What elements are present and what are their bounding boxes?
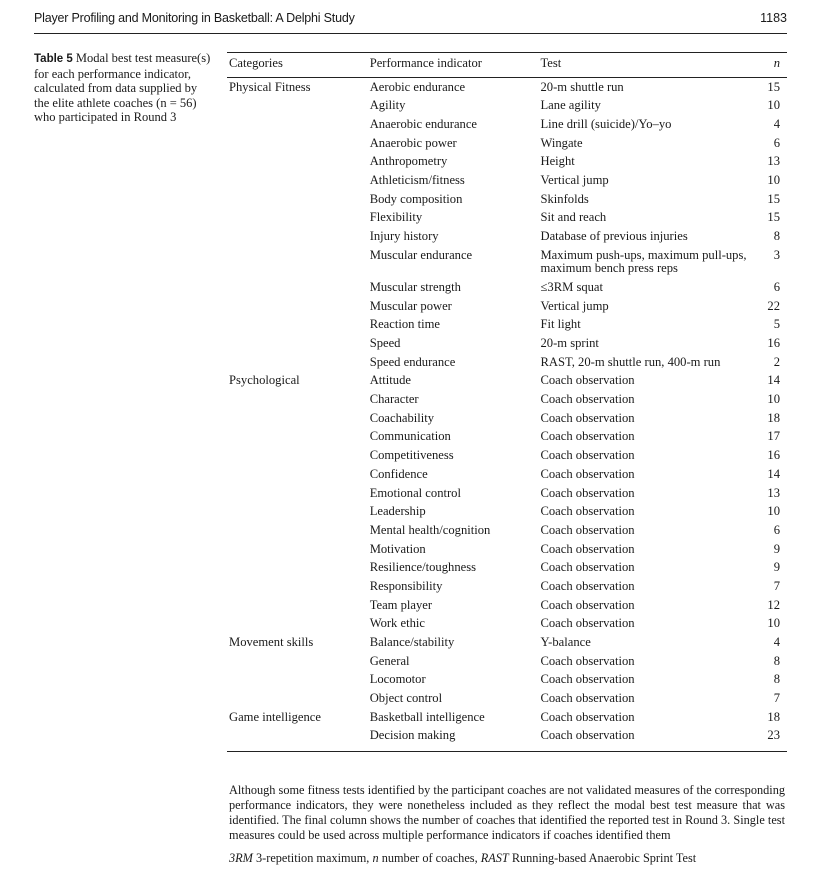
performance-indicator-cell: Anaerobic endurance	[369, 116, 478, 131]
category-cell	[227, 465, 368, 484]
n-cell: 6	[773, 135, 780, 150]
footnote-text: Although some fitness tests identified by the participant coaches are not validated measures of the corresponding performance indicators, they were nonetheless included as they reflect the modal best test measure that was identified. The final column shows the number of coaches that identified the reported test in Round 3. Single test measures could be used across multiple performance indicators if coaches identified them	[229, 783, 785, 842]
test-cell: Vertical jump	[540, 173, 609, 188]
table-row	[227, 708, 787, 727]
category-cell	[227, 727, 368, 752]
abbreviation-definition: number of coaches	[381, 850, 475, 865]
n-cell: 18	[767, 709, 780, 724]
test-cell: Coach observation	[540, 522, 635, 537]
performance-indicator-cell: Aerobic endurance	[369, 79, 466, 94]
table-row	[227, 596, 787, 615]
category-cell	[227, 521, 368, 540]
table-row	[227, 278, 787, 297]
category-cell	[227, 316, 368, 335]
test-cell: Coach observation	[540, 504, 635, 519]
category-cell	[227, 228, 368, 247]
n-cell: 10	[767, 98, 780, 113]
performance-indicator-cell: Body composition	[369, 191, 463, 206]
n-cell: 10	[767, 504, 780, 519]
test-cell: Coach observation	[540, 541, 635, 556]
performance-indicator-cell: General	[369, 653, 410, 668]
n-cell: 10	[767, 392, 780, 407]
abbreviation-definition: Running-based Anaerobic Sprint Test	[511, 850, 697, 865]
n-cell: 15	[767, 191, 780, 206]
n-cell: 22	[767, 298, 780, 313]
table-row	[227, 690, 787, 709]
test-cell: Coach observation	[540, 597, 635, 612]
performance-indicator-cell: Muscular strength	[369, 279, 461, 294]
performance-indicator-cell: Agility	[369, 98, 406, 113]
table-row	[227, 484, 787, 503]
n-cell: 14	[767, 466, 780, 481]
table-row	[227, 559, 787, 578]
table-caption-label: Table 5	[34, 53, 73, 65]
n-cell: 15	[767, 210, 780, 225]
performance-indicator-cell: Character	[369, 392, 419, 407]
performance-indicator-cell: Speed endurance	[369, 354, 456, 369]
table-footnotes	[229, 783, 785, 866]
category-cell	[227, 559, 368, 578]
running-head-title: Player Profiling and Monitoring in Basketball: A Delphi Study	[34, 11, 355, 25]
n-cell: 5	[773, 317, 780, 332]
test-cell: Coach observation	[540, 373, 635, 388]
category-cell	[227, 391, 368, 410]
table-row	[227, 228, 787, 247]
performance-indicator-cell: Competitiveness	[369, 448, 454, 463]
test-cell: Coach observation	[538, 727, 765, 752]
performance-indicator-cell: Flexibility	[369, 210, 423, 225]
n-cell: 7	[773, 578, 780, 593]
category-cell	[227, 97, 368, 116]
performance-indicator-cell: Resilience/toughness	[369, 560, 477, 575]
abbreviation-term: n	[372, 850, 379, 865]
n-cell: 16	[767, 336, 780, 351]
category-cell	[227, 297, 368, 316]
performance-indicator-cell: Object control	[369, 691, 443, 706]
table-row	[227, 503, 787, 522]
test-cell: Coach observation	[540, 691, 635, 706]
category-cell	[227, 447, 368, 466]
table-row	[227, 171, 787, 190]
performance-indicator-cell: Confidence	[369, 466, 428, 481]
table-row	[227, 391, 787, 410]
test-cell: RAST, 20-m shuttle run, 400-m run	[540, 354, 721, 369]
performance-indicator-cell: Injury history	[369, 229, 439, 244]
performance-indicator-cell: Motivation	[369, 541, 426, 556]
table-row	[227, 209, 787, 228]
category-cell	[227, 334, 368, 353]
n-cell: 4	[773, 635, 780, 650]
performance-indicator-cell: Basketball intelligence	[369, 709, 485, 724]
test-cell: Fit light	[540, 317, 581, 332]
test-cell: 20-m sprint	[540, 336, 599, 351]
abbreviation-definition: 3-repetition maximum	[255, 850, 367, 865]
test-cell: Coach observation	[540, 410, 635, 425]
header-rule	[34, 33, 787, 34]
performance-indicator-cell: Muscular endurance	[369, 247, 473, 262]
category-cell	[227, 278, 368, 297]
category-cell: Physical Fitness	[229, 79, 311, 94]
column-header-performance-indicator: Performance indicator	[368, 53, 539, 78]
test-cell: Coach observation	[540, 429, 635, 444]
category-cell	[227, 503, 368, 522]
table-row	[227, 190, 787, 209]
table-row	[227, 353, 787, 372]
category-cell	[227, 652, 368, 671]
table-row	[227, 97, 787, 116]
table-row	[227, 316, 787, 335]
test-cell: Skinfolds	[540, 191, 589, 206]
category-cell	[227, 409, 368, 428]
test-cell: Maximum push-ups, maximum pull-ups, maximum bench press reps	[540, 247, 747, 276]
test-cell: Sit and reach	[540, 210, 607, 225]
category-cell	[227, 428, 368, 447]
performance-indicator-cell: Anaerobic power	[369, 135, 457, 150]
category-cell	[227, 615, 368, 634]
table-row	[227, 409, 787, 428]
n-cell: 17	[767, 429, 780, 444]
n-cell: 6	[773, 522, 780, 537]
performance-indicator-cell: Speed	[369, 336, 401, 351]
table-row	[227, 428, 787, 447]
table-row	[227, 246, 787, 278]
n-cell: 4	[773, 116, 780, 131]
column-header-test: Test	[538, 53, 765, 78]
test-cell: Vertical jump	[540, 298, 609, 313]
n-cell: 9	[773, 560, 780, 575]
n-cell: 14	[767, 373, 780, 388]
column-header-n: n	[765, 53, 787, 78]
table-header-row	[227, 53, 787, 78]
table-row	[227, 540, 787, 559]
n-cell: 10	[767, 616, 780, 631]
test-cell: Coach observation	[540, 578, 635, 593]
category-cell	[227, 153, 368, 172]
category-cell	[227, 690, 368, 709]
test-cell: Coach observation	[540, 392, 635, 407]
table-row	[227, 334, 787, 353]
footnote-abbreviations: 3RM 3-repetition maximum, n number of coaches, RAST Running-based Anaerobic Sprint Test	[229, 850, 697, 865]
performance-indicator-cell: Locomotor	[369, 672, 426, 687]
test-cell: Height	[540, 154, 575, 169]
table-caption	[34, 51, 212, 125]
table-row	[227, 727, 787, 752]
table-row	[227, 615, 787, 634]
category-cell	[227, 134, 368, 153]
category-cell	[227, 171, 368, 190]
table-container	[227, 52, 787, 752]
test-cell: Y-balance	[540, 635, 591, 650]
test-cell: 20-m shuttle run	[540, 79, 624, 94]
table-row	[227, 633, 787, 652]
category-cell	[227, 115, 368, 134]
table-row	[227, 521, 787, 540]
table-row	[227, 297, 787, 316]
table-row	[227, 78, 787, 97]
table-row	[227, 652, 787, 671]
category-cell: Psychological	[229, 373, 300, 388]
category-cell	[227, 484, 368, 503]
performance-indicator-cell: Balance/stability	[369, 635, 455, 650]
table-caption-text: Modal best test measure(s) for each performance indicator, calculated from data supplied by the elite athlete coaches (n = 56) who participated in Round 3	[34, 51, 211, 125]
performance-indicator-cell: Anthropometry	[369, 154, 448, 169]
test-cell: Coach observation	[540, 485, 635, 500]
performance-indicator-cell: Coachability	[369, 410, 435, 425]
category-cell	[227, 577, 368, 596]
category-cell	[227, 246, 368, 278]
column-header-categories: Categories	[227, 53, 368, 78]
category-cell	[227, 540, 368, 559]
test-cell: Database of previous injuries	[540, 229, 688, 244]
table-row	[227, 153, 787, 172]
abbreviation-term: 3RM	[229, 850, 253, 865]
n-cell: 12	[767, 597, 780, 612]
category-cell	[227, 596, 368, 615]
test-cell: Coach observation	[540, 466, 635, 481]
test-cell: Coach observation	[540, 709, 635, 724]
test-cell: Line drill (suicide)/Yo–yo	[540, 116, 672, 131]
performance-indicator-cell: Decision making	[368, 727, 539, 752]
category-cell: Movement skills	[229, 635, 314, 650]
category-cell	[227, 209, 368, 228]
n-cell: 13	[767, 154, 780, 169]
performance-indicator-cell: Communication	[369, 429, 451, 444]
performance-indicator-cell: Responsibility	[369, 578, 443, 593]
table-row	[227, 115, 787, 134]
n-cell: 3	[773, 247, 780, 262]
performance-indicator-cell: Attitude	[369, 373, 411, 388]
performance-indicator-cell: Reaction time	[369, 317, 440, 332]
n-cell: 9	[773, 541, 780, 556]
n-cell: 13	[767, 485, 780, 500]
performance-indicator-cell: Mental health/cognition	[369, 522, 491, 537]
test-cell: Coach observation	[540, 616, 635, 631]
test-cell: Coach observation	[540, 560, 635, 575]
category-cell: Game intelligence	[229, 709, 321, 724]
n-cell: 6	[773, 279, 780, 294]
performance-indicator-cell: Team player	[369, 597, 433, 612]
n-cell: 15	[767, 79, 780, 94]
table-body	[227, 78, 787, 752]
n-cell: 8	[773, 229, 780, 244]
data-table	[227, 52, 787, 752]
n-cell: 10	[767, 173, 780, 188]
table-row	[227, 671, 787, 690]
n-cell: 8	[773, 653, 780, 668]
n-cell: 18	[767, 410, 780, 425]
table-row	[227, 372, 787, 391]
abbreviation-term: RAST	[480, 850, 509, 865]
table-row	[227, 465, 787, 484]
n-cell: 16	[767, 448, 780, 463]
category-cell	[227, 353, 368, 372]
n-cell: 2	[773, 354, 780, 369]
n-cell: 7	[773, 691, 780, 706]
n-cell: 23	[765, 727, 787, 752]
test-cell: Coach observation	[540, 653, 635, 668]
performance-indicator-cell: Athleticism/fitness	[369, 173, 465, 188]
test-cell: Lane agility	[540, 98, 601, 113]
test-cell: Coach observation	[540, 672, 635, 687]
performance-indicator-cell: Work ethic	[369, 616, 425, 631]
table-row	[227, 577, 787, 596]
table-row	[227, 134, 787, 153]
performance-indicator-cell: Emotional control	[369, 485, 461, 500]
page-number: 1183	[760, 11, 787, 25]
table-row	[227, 447, 787, 466]
test-cell: Wingate	[540, 135, 583, 150]
performance-indicator-cell: Muscular power	[369, 298, 452, 313]
category-cell	[227, 190, 368, 209]
test-cell: ≤3RM squat	[540, 279, 604, 294]
test-cell: Coach observation	[540, 448, 635, 463]
category-cell	[227, 671, 368, 690]
performance-indicator-cell: Leadership	[369, 504, 426, 519]
n-cell: 8	[773, 672, 780, 687]
